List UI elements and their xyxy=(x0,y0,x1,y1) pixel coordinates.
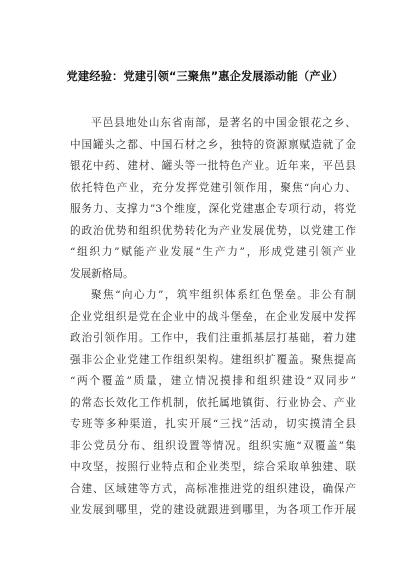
paragraph-1-line-3: 银花中药、建材、罐头等一批特色产业。近年来，平邑县 xyxy=(70,160,356,172)
paragraph-2-line-10: 合建、区域建等方式，高标准推进党的组织建设，确保产 xyxy=(70,482,356,495)
paragraph-1-line-5: 服务力、支撑力”3个维度，深化党建惠企专项行动，将党 xyxy=(70,203,356,215)
paragraph-2-line-2: 企业党组织是党在企业中的战斗堡垒，在企业发展中发挥 xyxy=(70,310,356,323)
paragraph-1-line-1: 平邑县地处山东省南部，是著名的中国金银花之乡、 xyxy=(91,117,356,129)
paragraph-1-line-6: 的政治优势和组织优势转化为产业发展优势，以党建工作 xyxy=(70,224,356,237)
paragraph-1-line-8: 发展新格局。 xyxy=(70,267,134,280)
document-body xyxy=(70,113,356,522)
paragraph-2-line-4: 强非公企业党建工作组织架构。建组织扩覆盖。聚焦提高 xyxy=(70,353,356,366)
document-title: 党建经验：党建引领“三聚焦”惠企发展添动能（产业） xyxy=(66,70,344,83)
paragraph-1-line-2: 中国罐头之都、中国石材之乡，独特的资源禀赋造就了金 xyxy=(70,138,356,151)
paragraph-2-line-6: 的常态长效化工作机制，依托属地镇街、行业协会、产业 xyxy=(70,396,356,409)
paragraph-1-line-4: 依托特色产业，充分发挥党建引领作用，聚焦“向心力、 xyxy=(70,181,356,194)
paragraph-2-line-3: 政治引领作用。工作中，我们注重抓基层打基础，着力建 xyxy=(70,332,356,344)
paragraph-1-line-7: “组织力”赋能产业发展“生产力”，形成党建引领产业 xyxy=(70,246,356,258)
paragraph-2-line-11: 业发展到哪里，党的建设就跟进到哪里，为各项工作开展 xyxy=(70,504,356,516)
paragraph-2-line-8: 非公党员分布、组织设置等情况。组织实施“双覆盖”集 xyxy=(70,439,356,452)
paragraph-2-line-1: 聚焦“向心力”，筑牢组织体系红色堡垒。非公有制 xyxy=(91,289,356,301)
paragraph-2-line-5: “两个覆盖”质量，建立情况摸排和组织建设“双同步” xyxy=(70,375,356,387)
paragraph-2-line-9: 中攻坚，按照行业特点和企业类型，综合采取单独建、联 xyxy=(70,461,356,473)
paragraph-2-line-7: 专班等多种渠道，扎实开展“三找”活动，切实摸清全县 xyxy=(70,418,356,430)
